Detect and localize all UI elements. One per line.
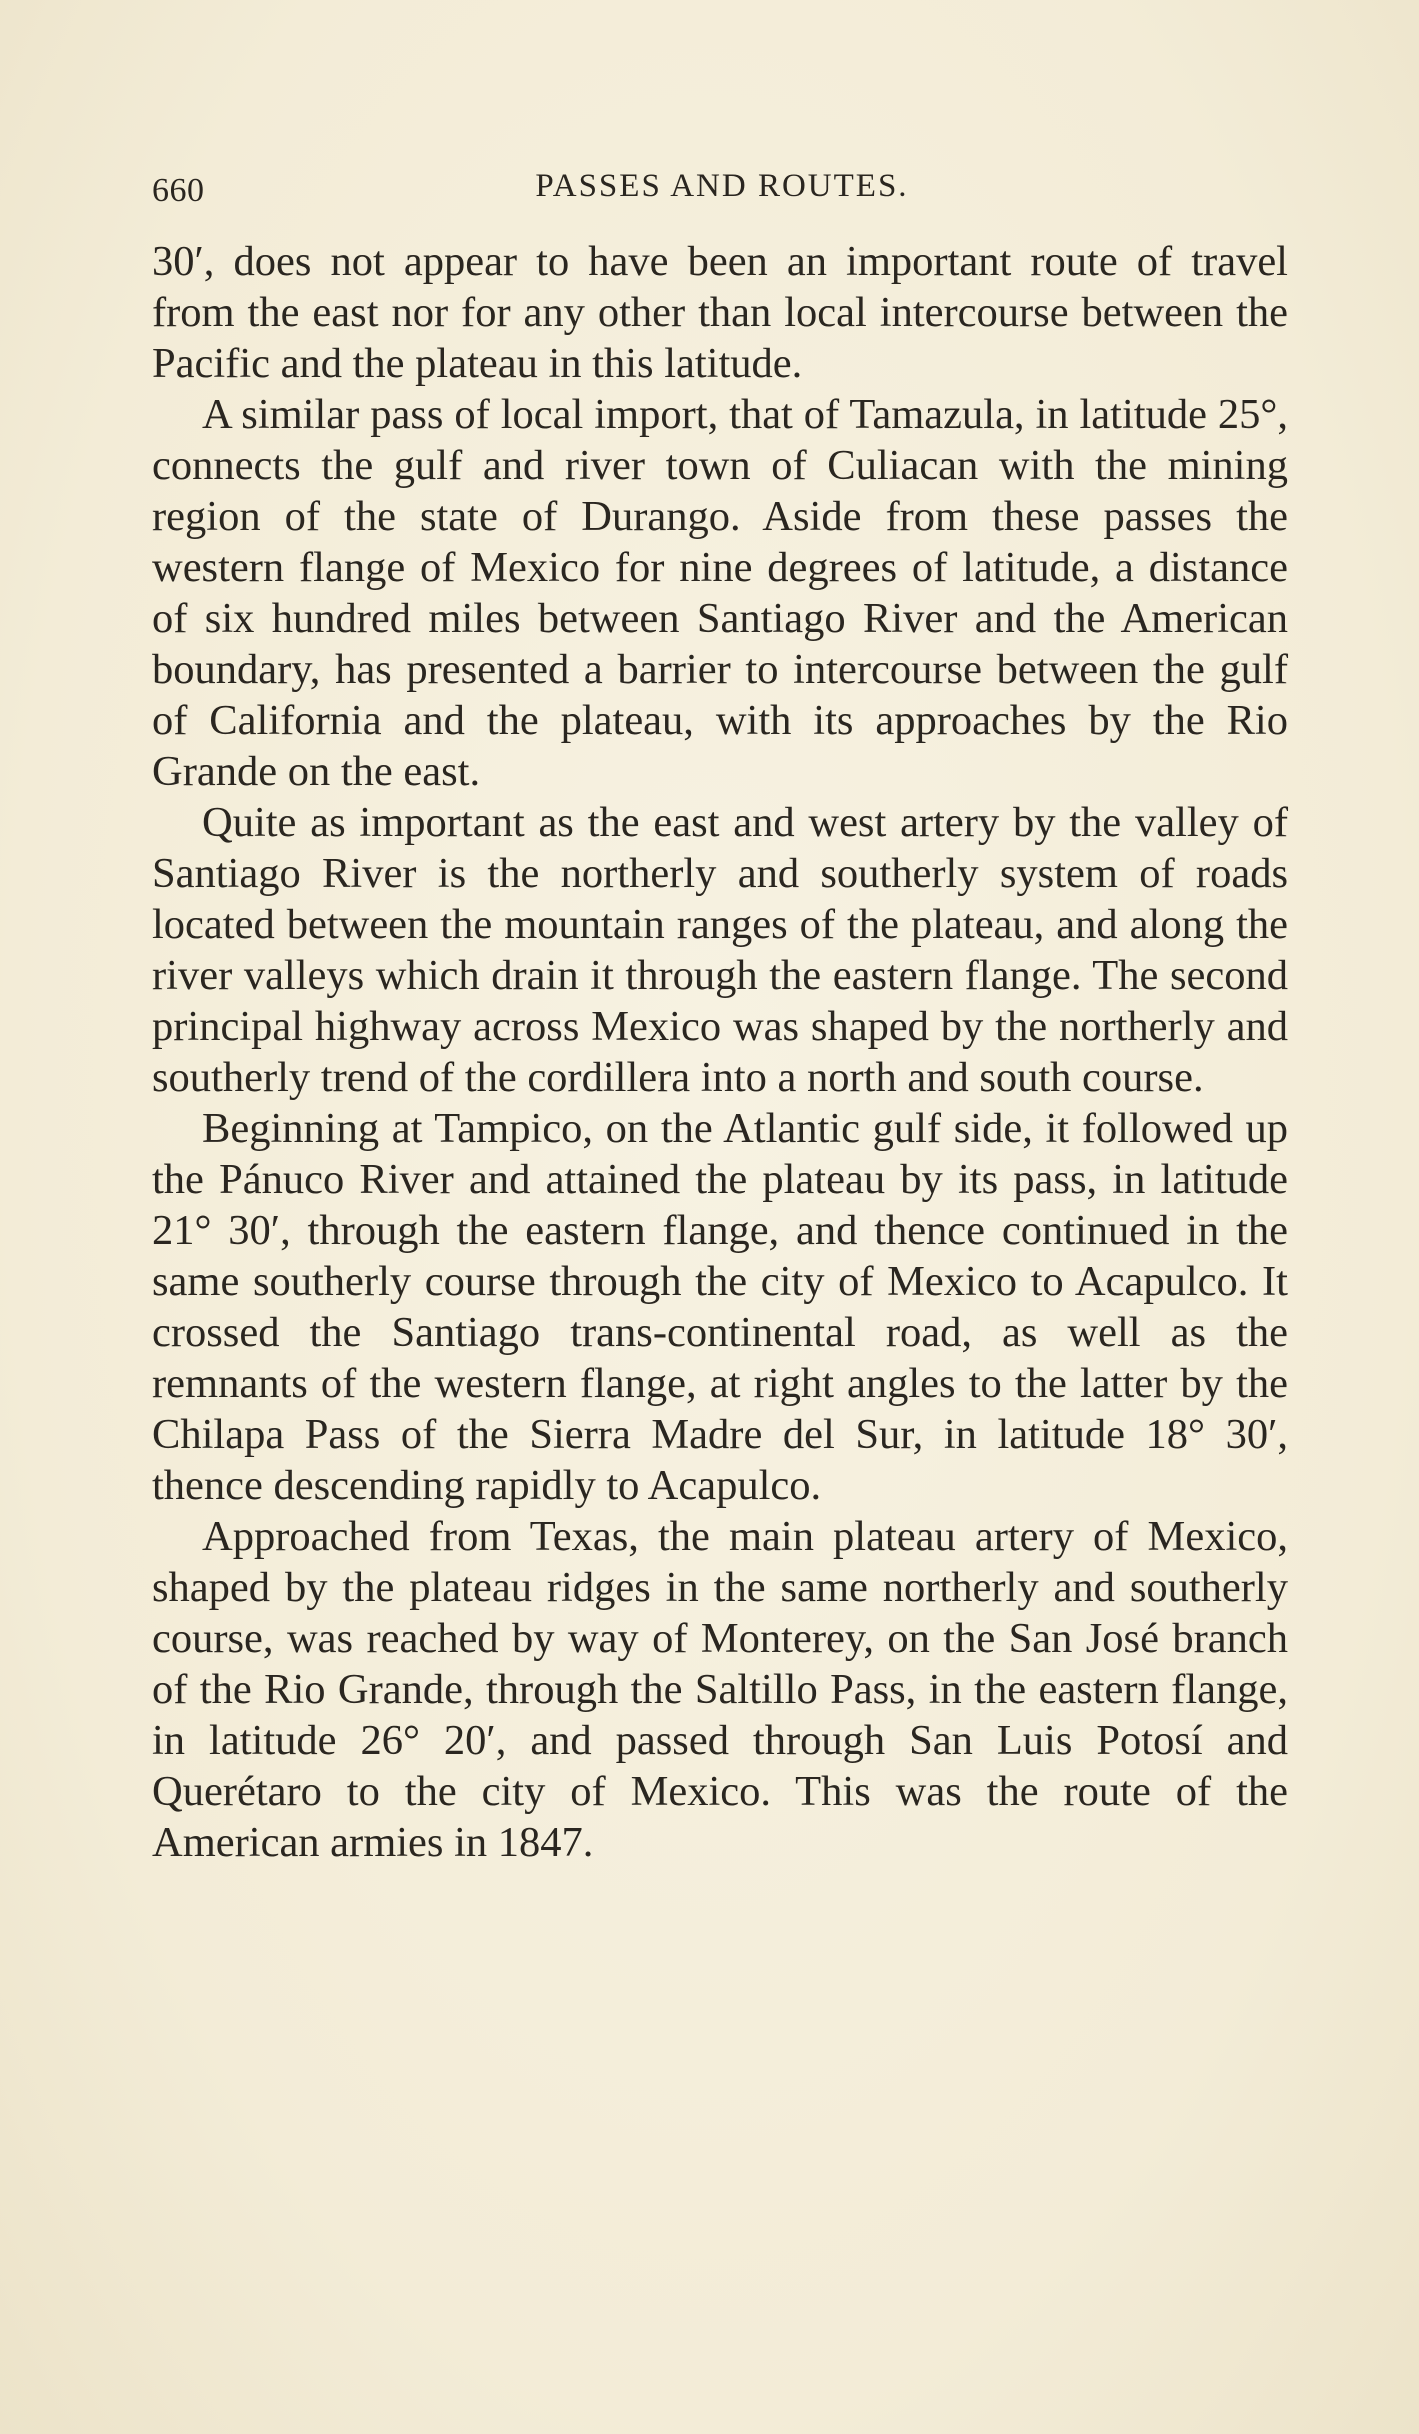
- paragraph-texas-approach: Approached from Texas, the main plateau artery of Mexico, shaped by the plateau ridges in the same northerly and southerly course, was reached by way of Monterey, on the San José branch of the Rio Grande, through the Saltillo Pass, in the eastern flange, in latitude 26° 20′, and passed through San Luis Potosí and Querétaro to the city of Mexico. This was the route of the American armies in 1847.: [152, 1513, 1288, 1866]
- paragraph-continuation: 30′, does not appear to have been an important route of travel from the east nor for any other than local intercourse between the Pacific and the plateau in this latitude.: [152, 238, 1288, 387]
- running-head: PASSES AND ROUTES.: [535, 168, 909, 204]
- body-text: [152, 236, 1288, 1868]
- paragraph-northerly-system: Quite as important as the east and west artery by the valley of Santiago River is the northerly and southerly system of roads located between the mountain ranges of the plateau, and along the river valleys which drain it through the eastern flange. The second principal highway across Mexico was shaped by the northerly and southerly trend of the cordillera into a north and south course.: [152, 799, 1288, 1101]
- page-header: [152, 160, 1292, 210]
- paragraph-tampico-route: Beginning at Tampico, on the Atlantic gulf side, it followed up the Pánuco River and attained the plateau by its pass, in latitude 21° 30′, through the eastern flange, and thence continued in the same southerly course through the city of Mexico to Acapulco. It crossed the Santiago trans-continental road, as well as the remnants of the western flange, at right angles to the latter by the Chilapa Pass of the Sierra Madre del Sur, in latitude 18° 30′, thence descending rapidly to Acapulco.: [152, 1105, 1288, 1509]
- page-number: 660: [152, 172, 205, 209]
- paragraph-tamazula-pass: A similar pass of local import, that of Tamazula, in latitude 25°, connects the gulf and river town of Culiacan with the mining region of the state of Durango. Aside from these passes the western flange of Mexico for nine degrees of latitude, a distance of six hundred miles between Santiago River and the American boundary, has presented a barrier to intercourse between the gulf of California and the plateau, with its approaches by the Rio Grande on the east.: [152, 391, 1288, 795]
